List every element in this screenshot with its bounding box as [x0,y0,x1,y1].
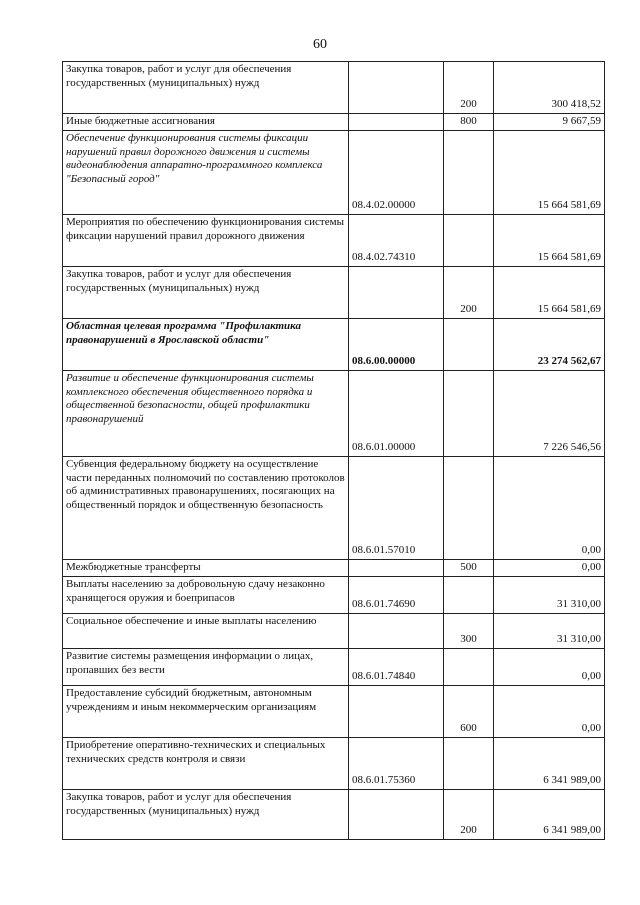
table-row [63,371,605,457]
budget-table [62,61,605,840]
row-amount: 23 274 562,67 [494,319,605,371]
row-amount: 0,00 [494,560,605,577]
row-amount: 0,00 [494,649,605,686]
row-amount: 7 226 546,56 [494,371,605,457]
row-code: 08.6.01.75360 [349,738,444,790]
row-name: Закупка товаров, работ и услуг для обеспечения государственных (муниципальных) нужд [63,790,349,840]
table-row [63,62,605,114]
row-type: 600 [444,686,494,738]
row-code: 08.6.01.00000 [349,371,444,457]
table-row [63,114,605,131]
row-amount: 15 664 581,69 [494,267,605,319]
row-amount: 15 664 581,69 [494,215,605,267]
table-row [63,131,605,215]
page-number: 60 [313,37,327,52]
row-name: Областная целевая программа "Профилактика правонарушений в Ярославской области" [63,319,349,371]
row-name: Межбюджетные трансферты [63,560,349,577]
row-name: Субвенция федеральному бюджету на осуществление части переданных полномочий по составлению протоколов об административных правонарушениях, посягающих на общественный порядок и общественную безопасность [63,457,349,560]
table-row [63,649,605,686]
row-name: Обеспечение функционирования системы фиксации нарушений правил дорожного движения и системы видеонаблюдения аппаратно-программного комплекса "Безопасный город" [63,131,349,215]
table-row [63,267,605,319]
row-type [444,457,494,560]
row-type [444,319,494,371]
row-name: Социальное обеспечение и иные выплаты населению [63,614,349,649]
row-code [349,790,444,840]
row-amount: 6 341 989,00 [494,790,605,840]
table-row [63,790,605,840]
table-row [63,215,605,267]
row-name: Развитие системы размещения информации о лицах, пропавших без вести [63,649,349,686]
row-amount: 31 310,00 [494,614,605,649]
row-code [349,686,444,738]
row-type: 200 [444,267,494,319]
table-row [63,738,605,790]
table-row [63,560,605,577]
row-code [349,62,444,114]
row-amount: 300 418,52 [494,62,605,114]
row-code: 08.6.01.74840 [349,649,444,686]
row-type: 200 [444,62,494,114]
row-name: Закупка товаров, работ и услуг для обеспечения государственных (муниципальных) нужд [63,62,349,114]
table-row [63,319,605,371]
row-code: 08.6.01.74690 [349,577,444,614]
row-amount: 0,00 [494,457,605,560]
table-row [63,614,605,649]
row-code: 08.6.01.57010 [349,457,444,560]
row-type: 200 [444,790,494,840]
row-code: 08.4.02.74310 [349,215,444,267]
table-row [63,577,605,614]
row-type [444,649,494,686]
row-amount: 9 667,59 [494,114,605,131]
row-amount: 15 664 581,69 [494,131,605,215]
row-code [349,114,444,131]
row-type [444,738,494,790]
row-type [444,215,494,267]
row-type: 800 [444,114,494,131]
row-name: Приобретение оперативно-технических и специальных технических средств контроля и связи [63,738,349,790]
row-code [349,614,444,649]
row-name: Предоставление субсидий бюджетным, автономным учреждениям и иным некоммерческим организациям [63,686,349,738]
row-amount: 6 341 989,00 [494,738,605,790]
row-name: Развитие и обеспечение функционирования системы комплексного обеспечения общественного порядка и общественной безопасности, общей профилактики правонарушений [63,371,349,457]
row-type [444,577,494,614]
row-type [444,371,494,457]
row-name: Выплаты населению за добровольную сдачу незаконно хранящегося оружия и боеприпасов [63,577,349,614]
row-name: Мероприятия по обеспечению функционирования системы фиксации нарушений правил дорожного движения [63,215,349,267]
row-code: 08.6.00.00000 [349,319,444,371]
row-amount: 0,00 [494,686,605,738]
row-name: Иные бюджетные ассигнования [63,114,349,131]
table-row [63,457,605,560]
row-type [444,131,494,215]
row-type: 500 [444,560,494,577]
row-name: Закупка товаров, работ и услуг для обеспечения государственных (муниципальных) нужд [63,267,349,319]
row-type: 300 [444,614,494,649]
row-code: 08.4.02.00000 [349,131,444,215]
row-amount: 31 310,00 [494,577,605,614]
row-code [349,267,444,319]
row-code [349,560,444,577]
table-row [63,686,605,738]
